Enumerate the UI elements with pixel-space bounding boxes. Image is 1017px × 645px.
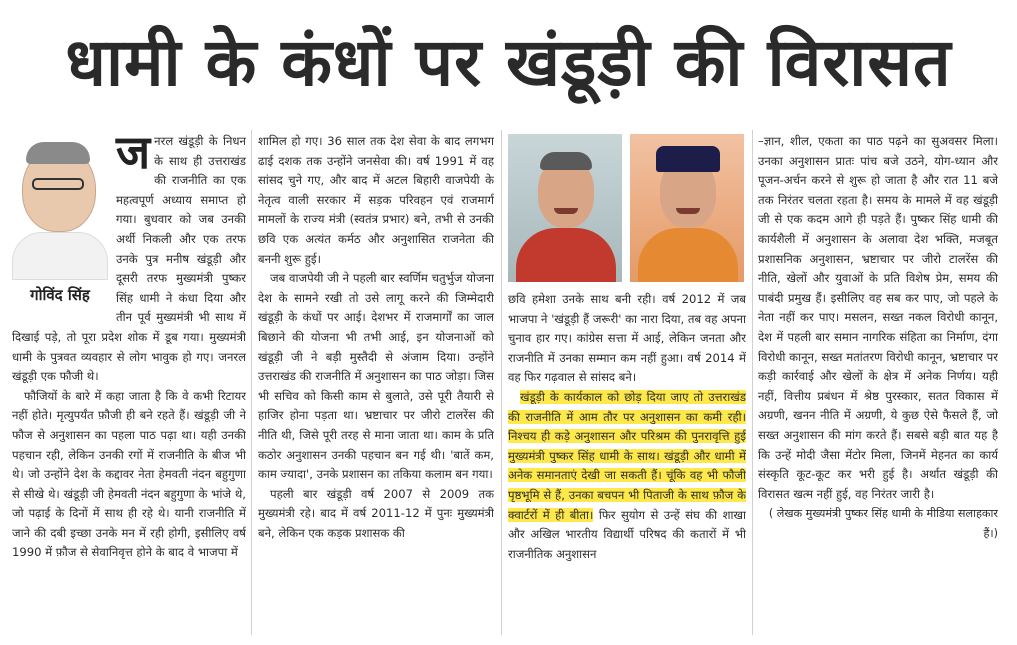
article-column-2 [258, 132, 494, 632]
author-photo [12, 132, 108, 314]
column-divider [752, 130, 753, 635]
author-name: गोविंद सिंह [30, 286, 90, 304]
paragraph: पहली बार खंडूड़ी वर्ष 2007 से 2009 तक मुख्यमंत्री रहे। बाद में वर्ष 2011-12 में पुनः मुख्यमंत्री बने, लेकिन एक कड़क प्रशासक की [258, 486, 494, 540]
paragraph: खंडूड़ी के कार्यकाल को छोड़ दिया जाए तो उत्तराखंड की राजनीति में आम तौर पर अनुशासन का कमी रही। निश्चय ही कड़े अनुशासन और परिश्रम की पुनरावृत्ति हुई मुख्यमंत्री पुष्कर सिंह धामी के साथ। खंडूड़ी और धामी में अनेक समानताएं देखी जा सकती हैं। चूंकि वह भी फौजी पृष्ठभूमि से हैं, उनका बचपन भी पिताजी के साथ फ़ौज के क्वार्टरों में ही बीता। फिर सुयोग से उन्हें संघ की शाखा और अखिल भारतीय विद्यार्थी परिषद की कतारों में भी राजनीतिक अनुशासन [508, 389, 746, 561]
photo-khanduri [508, 134, 622, 282]
column-divider [251, 130, 252, 635]
paragraph: –ज्ञान, शील, एकता का पाठ पढ़ने का सुअवसर मिला। उनका अनुशासन प्रातः पांच बजे उठने, योग-ध्यान और पूजन-अर्चन करने से शुरू हो जाता है और रात 11 बजे तक निरंतर चलता रहता है। समय के मामले में वह खंडूड़ी जी से एक कदम आगे ही पड़ते हैं। पुष्कर सिंह धामी की कार्यशैली में अनुशासन के अलावा देश भक्ति, मजबूत प्रशासनिक अनुशासन, भ्रष्टाचार पर जीरो टालरेंस की नीति, खेलों और युवाओं के प्रति विशेष प्रेम, समय की पाबंदी प्रमुख हैं। इसीलिए वह सब कर पाए, जो पहले के नेता नहीं कर पाए। मसलन, सख्त नकल विरोधी कानून, देश में पहली बार समान नागरिक संहिता का निर्माण, दंगा विरोधी कानून, सख्त मतांतरण विरोधी कानून, भ्रष्टाचार पर कड़ी कार्रवाई और खेलों के क्षेत्र में अनेक निर्णय। यही नहीं, वित्तीय प्रबंधन में श्रेष्ठ पुरस्कार, सतत विकास में अग्रणी, खनन नीति में अग्रणी, ये कुछ ऐसे फैसले हैं, जो सख्त अनुशासन की मांग करते हैं। सबसे बड़ी बात यह है कि उन्हें मोदी जैसा मेंटोर मिला, जिनमें मेहनत का कार्य संस्कृति कूट-कूट कर भरी हुई है। अर्थात खंडूड़ी की विरासत खत्म नहीं हुई, वह निरंतर जारी है। [758, 134, 998, 501]
paragraph: जनरल खंडूड़ी के निधन के साथ ही उत्तराखंड की राजनीति का एक महत्वपूर्ण अध्याय समाप्त हो गया। बुधवार को जब उनकी अर्थी निकली और एक तरफ उनके पुत्र मनीष खंडूड़ी और दूसरी तरफ मुख्यमंत्री पुष्कर सिंह धामी ने कंधा दिया और तीन पूर्व मुख्यमंत्री भी साथ में दिखाई पड़े, तो पूरा प्रदेश शोक में डूब गया। मुख्यमंत्री धामी के पुत्रवत व्यवहार से लोग भावुक हो गए। जनरल खंडूड़ी एक फौजी थे। [12, 132, 246, 384]
highlighted-text: खंडूड़ी के कार्यकाल को छोड़ दिया जाए तो उत्तराखंड की राजनीति में आम तौर पर अनुशासन का कमी रही। निश्चय ही कड़े अनुशासन और परिश्रम की पुनरावृत्ति हुई मुख्यमंत्री पुष्कर सिंह धामी के साथ। खंडूड़ी और धामी में अनेक समानताएं देखी जा सकती हैं। चूंकि वह भी फौजी पृष्ठभूमि से हैं, उनका बचपन भी पिताजी के साथ फ़ौज के क्वार्टरों में ही बीता। [508, 389, 746, 522]
article-column-1 [12, 132, 246, 632]
column-divider [501, 130, 502, 635]
photo-pair [508, 132, 746, 284]
photo-dhami [630, 134, 744, 282]
author-credit: ( लेखक मुख्यमंत्री पुष्कर सिंह धामी के मीडिया सलाहकार हैं।) [768, 507, 998, 540]
article-column-3 [508, 132, 746, 632]
drop-cap: ज [116, 132, 151, 179]
paragraph: शामिल हो गए। 36 साल तक देश सेवा के बाद लगभग ढाई दशक तक उन्होंने जनसेवा की। वर्ष 1991 में वह सांसद चुने गए, और बाद में अटल बिहारी वाजपेयी के नेतृत्व वाली सरकार में सड़क परिवहन एवं राजमार्ग मामलों के राज्य मंत्री (स्वतंत्र प्रभार) बने, तभी से उनकी छवि एक अत्यंत कर्मठ और अनुशासित राजनेता की बननी शुरू हुई। [258, 134, 494, 266]
headline: धामी के कंधों पर खंडूड़ी की विरासत [65, 24, 952, 101]
paragraph: छवि हमेशा उनके साथ बनी रही। वर्ष 2012 में जब भाजपा ने 'खंडूड़ी हैं जरूरी' का नारा दिया, तब वह अपना चुनाव हार गए। कांग्रेस सत्ता में आई, लेकिन जनता और राजनीति में उनका सम्मान कम नहीं हुआ। वर्ष 2014 में वह फिर गढ़वाल से सांसद बने। [508, 292, 746, 385]
article-column-4 [758, 132, 998, 632]
paragraph: जब वाजपेयी जी ने पहली बार स्वर्णिम चतुर्भुज योजना देश के सामने रखी तो उसे लागू करने की जिम्मेदारी खंडूड़ी के कंधों पर आई। देशभर में राजमार्गों का जाल बिछाने की योजना भी तभी आई, इन योजनाओं को खंडूड़ी जी ने बड़ी मुस्तैदी से अंजाम दिया। उन्होंने उत्तराखंड की राजनीति में अनुशासन का पाठ जोड़ा। जिस भी सचिव को किसी काम से बुलाते, उसे पूरी तैयारी से हाजिर होना पड़ता था। भ्रष्टाचार पर जीरो टालरेंस की नीति थी, जिसे पूरी तरह से माना जाता था। काम के प्रति कठोर अनुशासन उनकी पहचान बन गई थी। 'बातें कम, काम ज्यादा', उनके प्रशासन का तकिया कलाम बन गया। [258, 271, 494, 482]
paragraph: फौजियों के बारे में कहा जाता है कि वे कभी रिटायर नहीं होते। मृत्युपर्यंत फ़ौजी ही बने रहते हैं। खंडूड़ी जी ने फौज से अनुशासन का पहला पाठ पढ़ा था। यही उनकी पहचान रही, लेकिन उनकी रगों में राजनीति के बीज भी थे। जो उन्होंने देश के कद्दावर नेता हेमवती नंदन बहुगुणा से सीखे थे। खंडूड़ी जी हेमवती नंदन बहुगुणा के भांजे थे, जो पढ़ाई के दिनों में साथ ही रहे थे। यानी राजनीति में जाने की दबी इच्छा उनके मन में रही होगी, इसीलिए वर्ष 1990 में फ़ौज से सेवानिवृत्त होने के बाद वे भाजपा में [12, 388, 246, 560]
